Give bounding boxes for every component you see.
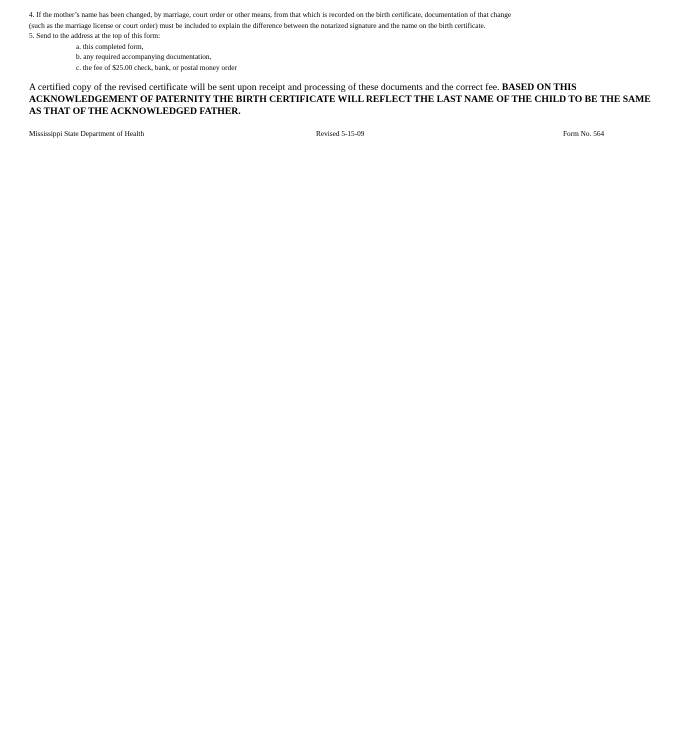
- certified-copy-notice: [29, 82, 659, 118]
- footer-department: Mississippi State Department of Health: [29, 129, 145, 138]
- notice-regular-text: A certified copy of the revised certificate will be sent upon receipt and processing of these documents and the correct fee.: [29, 82, 502, 93]
- instruction-sub-item-c: c. the fee of $25.00 check, bank, or postal money order: [76, 62, 237, 72]
- instruction-sub-item-a: a. this completed form,: [76, 41, 144, 51]
- notice-bold-text: BASED ON THIS ACKNOWLEDGEMENT OF PATERNITY THE BIRTH CERTIFICATE WILL REFLECT THE LAST NAME OF THE CHILD TO BE THE SAME AS THAT OF THE ACKNOWLEDGED FATHER.: [29, 82, 651, 117]
- footer-form-number: Form No. 564: [563, 129, 605, 138]
- footer-revised-date: Revised 5-15-09: [316, 129, 365, 138]
- instruction-item-4-line-2: (such as the marriage license or court order) must be included to explain the difference between the notarized signature and the name on the birth certificate.: [29, 20, 486, 30]
- instruction-item-4-line-1: 4. If the mother’s name has been changed, by marriage, court order or other means, from that which is recorded on the birth certificate, documentation of that change: [29, 10, 512, 19]
- instruction-sub-item-b: b. any required accompanying documentation,: [76, 52, 212, 61]
- instruction-item-5: 5. Send to the address at the top of this form:: [29, 31, 161, 40]
